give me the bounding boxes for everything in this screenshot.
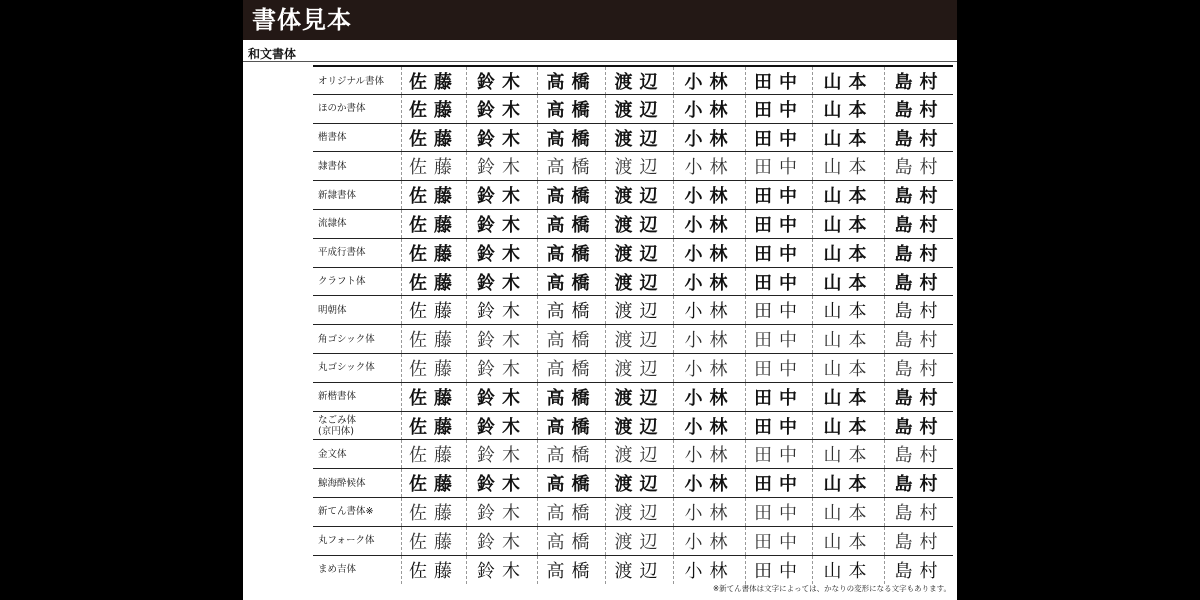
sample-cell: 山本 [812, 210, 884, 238]
table-row [313, 555, 953, 584]
sample-cell: 渡辺 [605, 124, 673, 152]
sample-cell: 佐藤 [401, 527, 466, 555]
sample-cell: 高橋 [537, 95, 605, 123]
table-row [313, 123, 953, 152]
sample-cell: 渡辺 [605, 469, 673, 497]
sample-cell: 小林 [673, 268, 745, 296]
sample-cell: 小林 [673, 440, 745, 468]
sample-cell: 小林 [673, 181, 745, 209]
sample-cell: 鈴木 [466, 239, 537, 267]
sample-cell: 島村 [884, 239, 954, 267]
sample-cell: 佐藤 [401, 152, 466, 180]
sample-cell: 小林 [673, 95, 745, 123]
sample-cell: 山本 [812, 354, 884, 382]
footnote: ※新てん書体は文字によっては、かなりの変形になる文字もあります。 [712, 584, 951, 593]
sample-cell: 渡辺 [605, 239, 673, 267]
sample-cell: 山本 [812, 124, 884, 152]
sample-cell: 渡辺 [605, 440, 673, 468]
sample-cell: 小林 [673, 152, 745, 180]
sample-cell: 鈴木 [466, 556, 537, 584]
sample-cell: 山本 [812, 498, 884, 526]
sample-cell: 田中 [745, 239, 812, 267]
sample-cell: 小林 [673, 296, 745, 324]
font-name-label: なごみ体 (京円体) [318, 414, 357, 437]
sample-cell: 小林 [673, 383, 745, 411]
sample-cell: 田中 [745, 383, 812, 411]
table-row [313, 209, 953, 238]
sample-cell: 田中 [745, 210, 812, 238]
sample-cell: 渡辺 [605, 210, 673, 238]
sample-cell: 高橋 [537, 440, 605, 468]
sample-cell: 佐藤 [401, 239, 466, 267]
table-row [313, 267, 953, 296]
sample-cell: 田中 [745, 354, 812, 382]
sample-cell: 高橋 [537, 527, 605, 555]
font-name-label: 丸ゴシック体 [318, 362, 375, 374]
sample-cell: 高橋 [537, 181, 605, 209]
font-name-label: 新隷書体 [318, 189, 357, 201]
table-row [313, 180, 953, 209]
sample-cell: 渡辺 [605, 498, 673, 526]
sample-cell: 山本 [812, 95, 884, 123]
sample-cell: 高橋 [537, 498, 605, 526]
sample-cell: 高橋 [537, 325, 605, 353]
sample-cell: 渡辺 [605, 556, 673, 584]
font-name-label: 流隷体 [318, 218, 347, 230]
sample-cell: 島村 [884, 469, 954, 497]
font-name-label: 新楷書体 [318, 391, 357, 403]
font-name-label: 鯨海酔候体 [318, 477, 366, 489]
sample-cell: 渡辺 [605, 527, 673, 555]
sample-cell: 小林 [673, 556, 745, 584]
sample-cell: 山本 [812, 239, 884, 267]
table-row [313, 238, 953, 267]
sample-cell: 島村 [884, 498, 954, 526]
sample-cell: 鈴木 [466, 181, 537, 209]
table-row [313, 324, 953, 353]
font-name-label: 丸フォーク体 [318, 535, 375, 547]
sample-cell: 田中 [745, 325, 812, 353]
sample-cell: 高橋 [537, 383, 605, 411]
table-row [313, 382, 953, 411]
sample-cell: 山本 [812, 469, 884, 497]
sample-cell: 鈴木 [466, 152, 537, 180]
table-row [313, 353, 953, 382]
font-name-label: まめ吉体 [318, 564, 357, 576]
sample-cell: 高橋 [537, 354, 605, 382]
sample-cell: 田中 [745, 181, 812, 209]
sample-cell: 山本 [812, 383, 884, 411]
table-row [313, 94, 953, 123]
sample-cell: 小林 [673, 67, 745, 95]
sample-cell: 島村 [884, 124, 954, 152]
sample-cell: 小林 [673, 325, 745, 353]
sample-cell: 佐藤 [401, 498, 466, 526]
sample-cell: 田中 [745, 412, 812, 440]
sample-cell: 田中 [745, 95, 812, 123]
sample-cell: 高橋 [537, 556, 605, 584]
sample-cell: 島村 [884, 440, 954, 468]
sample-cell: 島村 [884, 527, 954, 555]
sample-cell: 山本 [812, 527, 884, 555]
sample-cell: 田中 [745, 498, 812, 526]
sample-cell: 佐藤 [401, 67, 466, 95]
font-sample-table [313, 65, 953, 583]
page-title: 書体見本 [252, 5, 352, 34]
sample-cell: 高橋 [537, 124, 605, 152]
sample-cell: 山本 [812, 268, 884, 296]
sample-cell: 佐藤 [401, 181, 466, 209]
sample-cell: 田中 [745, 556, 812, 584]
section-divider [243, 61, 957, 62]
table-row [313, 468, 953, 497]
sample-cell: 渡辺 [605, 67, 673, 95]
sample-cell: 島村 [884, 412, 954, 440]
font-name-label: ほのか書体 [318, 103, 366, 115]
sample-cell: 鈴木 [466, 354, 537, 382]
sample-cell: 小林 [673, 239, 745, 267]
sample-cell: 島村 [884, 383, 954, 411]
sample-cell: 高橋 [537, 239, 605, 267]
sample-cell: 島村 [884, 181, 954, 209]
sample-cell: 鈴木 [466, 498, 537, 526]
sample-cell: 小林 [673, 469, 745, 497]
sample-cell: 島村 [884, 556, 954, 584]
sample-cell: 田中 [745, 268, 812, 296]
sample-cell: 鈴木 [466, 527, 537, 555]
sample-cell: 鈴木 [466, 383, 537, 411]
font-sample-sheet [243, 0, 957, 600]
table-row [313, 526, 953, 555]
sample-cell: 島村 [884, 210, 954, 238]
sample-cell: 高橋 [537, 412, 605, 440]
sample-cell: 田中 [745, 152, 812, 180]
sample-cell: 高橋 [537, 152, 605, 180]
font-name-label: 角ゴシック体 [318, 333, 375, 345]
font-name-label: 隷書体 [318, 160, 347, 172]
table-row [313, 411, 953, 440]
sample-cell: 小林 [673, 210, 745, 238]
sample-cell: 佐藤 [401, 469, 466, 497]
sample-cell: 渡辺 [605, 152, 673, 180]
sample-cell: 島村 [884, 67, 954, 95]
font-name-label: 金文体 [318, 448, 347, 460]
font-name-label: 楷書体 [318, 132, 347, 144]
sample-cell: 島村 [884, 95, 954, 123]
sample-cell: 佐藤 [401, 383, 466, 411]
sample-cell: 鈴木 [466, 325, 537, 353]
sample-cell: 鈴木 [466, 268, 537, 296]
sample-cell: 鈴木 [466, 440, 537, 468]
sample-cell: 小林 [673, 498, 745, 526]
table-row [313, 65, 953, 94]
sample-cell: 佐藤 [401, 95, 466, 123]
section-title: 和文書体 [248, 47, 297, 61]
sample-cell: 高橋 [537, 67, 605, 95]
sample-cell: 渡辺 [605, 325, 673, 353]
sample-cell: 島村 [884, 325, 954, 353]
font-name-label: クラフト体 [318, 276, 366, 288]
sample-cell: 佐藤 [401, 412, 466, 440]
sample-cell: 島村 [884, 354, 954, 382]
sample-cell: 渡辺 [605, 412, 673, 440]
sample-cell: 田中 [745, 469, 812, 497]
sample-cell: 渡辺 [605, 296, 673, 324]
sample-cell: 山本 [812, 412, 884, 440]
title-bar [243, 0, 957, 40]
sample-cell: 渡辺 [605, 383, 673, 411]
font-name-label: 新てん書体※ [318, 506, 374, 518]
sample-cell: 佐藤 [401, 325, 466, 353]
sample-cell: 鈴木 [466, 67, 537, 95]
sample-cell: 佐藤 [401, 210, 466, 238]
table-row [313, 295, 953, 324]
sample-cell: 山本 [812, 556, 884, 584]
sample-cell: 渡辺 [605, 181, 673, 209]
sample-cell: 島村 [884, 268, 954, 296]
sample-cell: 佐藤 [401, 440, 466, 468]
sample-cell: 山本 [812, 152, 884, 180]
sample-cell: 高橋 [537, 268, 605, 296]
sample-cell: 山本 [812, 440, 884, 468]
sample-cell: 鈴木 [466, 296, 537, 324]
sample-cell: 山本 [812, 67, 884, 95]
sample-cell: 佐藤 [401, 556, 466, 584]
sample-cell: 鈴木 [466, 469, 537, 497]
table-row [313, 151, 953, 180]
sample-cell: 佐藤 [401, 296, 466, 324]
sample-cell: 鈴木 [466, 412, 537, 440]
sample-cell: 佐藤 [401, 354, 466, 382]
sample-cell: 小林 [673, 124, 745, 152]
sample-cell: 佐藤 [401, 268, 466, 296]
table-row [313, 497, 953, 526]
sample-cell: 島村 [884, 152, 954, 180]
sample-cell: 渡辺 [605, 268, 673, 296]
font-name-label: 明朝体 [318, 304, 347, 316]
sample-cell: 山本 [812, 181, 884, 209]
font-name-label: オリジナル書体 [318, 75, 385, 87]
sample-cell: 高橋 [537, 210, 605, 238]
sample-cell: 渡辺 [605, 354, 673, 382]
table-row [313, 439, 953, 468]
sample-cell: 田中 [745, 124, 812, 152]
sample-cell: 小林 [673, 354, 745, 382]
sample-cell: 佐藤 [401, 124, 466, 152]
sample-cell: 田中 [745, 67, 812, 95]
sample-cell: 島村 [884, 296, 954, 324]
sample-cell: 田中 [745, 527, 812, 555]
sample-cell: 田中 [745, 296, 812, 324]
sample-cell: 鈴木 [466, 124, 537, 152]
sample-cell: 小林 [673, 412, 745, 440]
sample-cell: 高橋 [537, 296, 605, 324]
sample-cell: 小林 [673, 527, 745, 555]
sample-cell: 鈴木 [466, 210, 537, 238]
sample-cell: 渡辺 [605, 95, 673, 123]
font-name-label: 平成行書体 [318, 247, 366, 259]
sample-cell: 山本 [812, 325, 884, 353]
sample-cell: 山本 [812, 296, 884, 324]
sample-cell: 鈴木 [466, 95, 537, 123]
sample-cell: 高橋 [537, 469, 605, 497]
sample-cell: 田中 [745, 440, 812, 468]
